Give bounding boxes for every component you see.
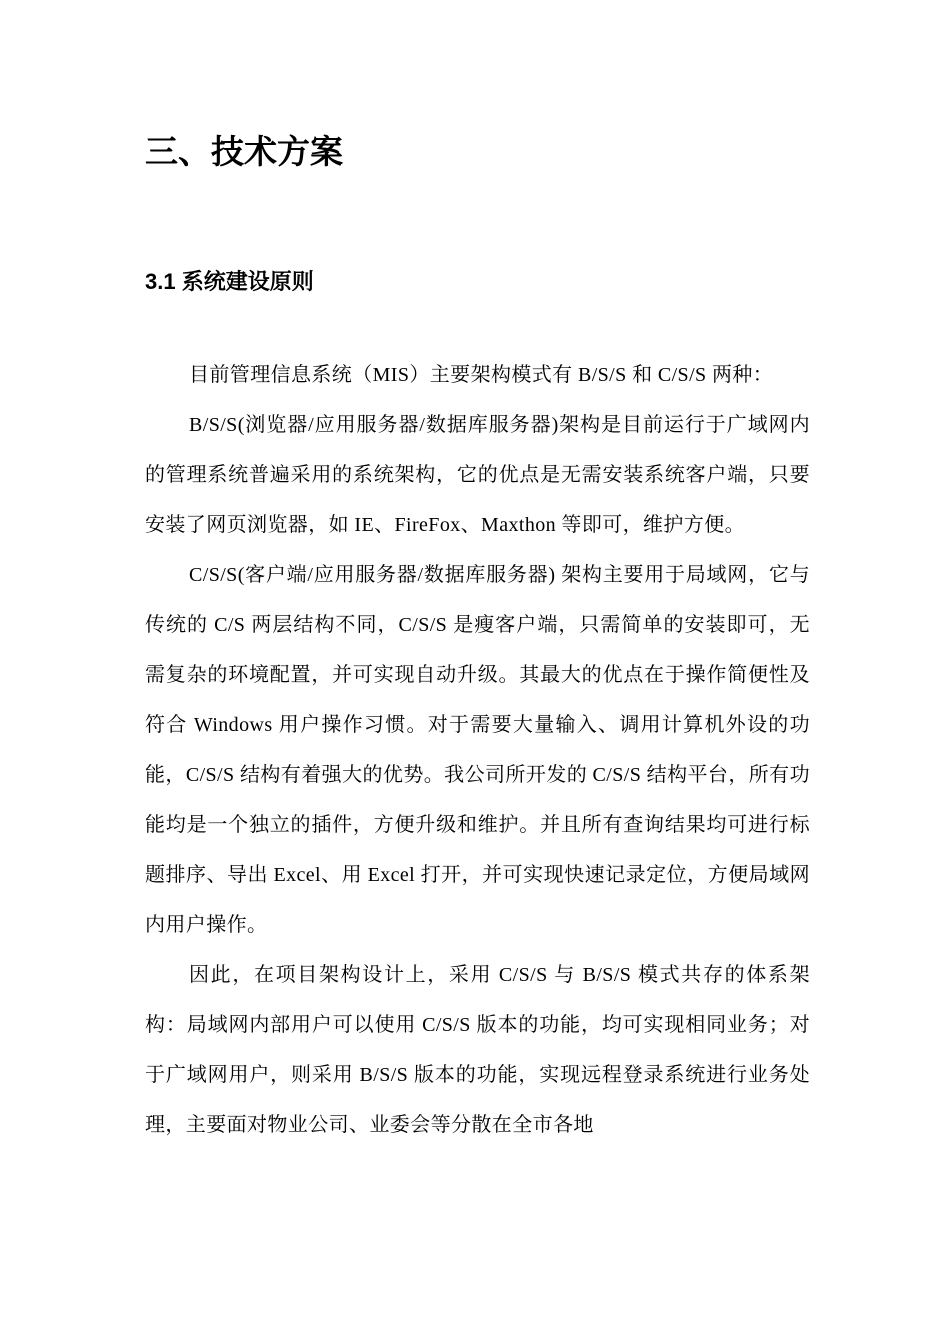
- section-title: 3.1 系统建设原则: [145, 269, 314, 294]
- paragraph-css: C/S/S(客户端/应用服务器/数据库服务器) 架构主要用于局域网，它与传统的 C/S 两层结构不同，C/S/S 是瘦客户端，只需简单的安装即可，无需复杂的环境配置，并可实现自动升级。其最大的优点在于操作简便性及符合 Windows 用户操作习惯。对于需要大量输入、调用计算机外设的功能，C/S/S 结构有着强大的优势。我公司所开发的 C/S/S 结构平台，所有功能均是一个独立的插件，方便升级和维护。并且所有查询结果均可进行标题排序、导出 Excel、用 Excel 打开，并可实现快速记录定位，方便局域网内用户操作。: [145, 564, 810, 936]
- paragraph-architecture-intro: 目前管理信息系统（MIS）主要架构模式有 B/S/S 和 C/S/S 两种：: [189, 364, 774, 386]
- body-text: [145, 350, 810, 1150]
- paragraph-bss: B/S/S(浏览器/应用服务器/数据库服务器)架构是目前运行于广域网内的管理系统普遍采用的系统架构，它的优点是无需安装系统客户端，只要安装了网页浏览器，如 IE、FireFox、Maxthon 等即可，维护方便。: [145, 414, 810, 536]
- chapter-title: 三、技术方案: [145, 132, 343, 171]
- paragraph-conclusion: 因此，在项目架构设计上，采用 C/S/S 与 B/S/S 模式共存的体系架构：局域网内部用户可以使用 C/S/S 版本的功能，均可实现相同业务；对于广域网用户，则采用 B/S/S 版本的功能，实现远程登录系统进行业务处理，主要面对物业公司、业委会等分散在全市各地: [145, 964, 810, 1136]
